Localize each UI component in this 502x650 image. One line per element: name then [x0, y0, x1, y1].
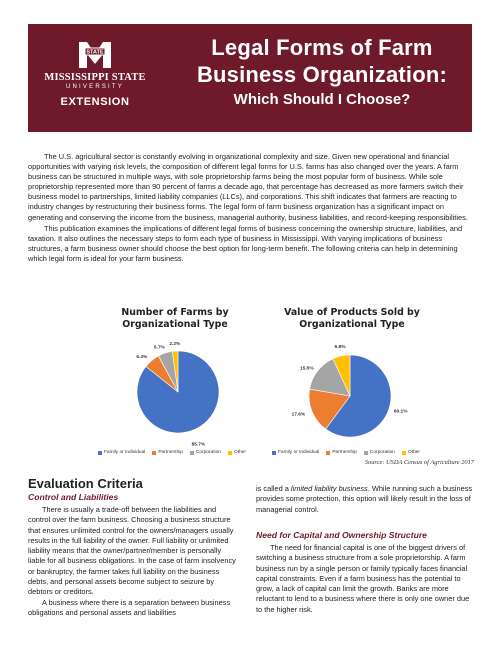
intro-paragraph-1: The U.S. agricultural sector is constantly evolving in organizational complexity and size. Given new operational and financial opportunities with varying risk levels, the composition of different legal forms for U.S. farms has also changed over the years. A farm business can be structured in multiple ways, with sole proprietorship farms being the most popular form of business. While sole proprietorship represented more than 90 percent of farms a decade ago, that percentage has decreased as more farmers switch their business model to partnerships, limited liability companies (LLCs), and corporations. This shift indicates that farmers are reacting to industry changes by restructuring their business forms. The legal form of farm business organization has a significant impact on generating and conserving the income from the business, managerial authority, business liabilities, and record-keeping responsibilities.	[28, 152, 468, 222]
legend-item: Family or Individual	[278, 450, 320, 455]
right-column-top	[256, 484, 474, 515]
legend-swatch	[326, 451, 330, 455]
logo-extension: EXTENSION	[60, 96, 130, 108]
chart-title-products	[282, 307, 422, 331]
legend-item: Other	[407, 450, 420, 455]
chart-source: Source: USDA Census of Agriculture 2017	[364, 459, 474, 466]
pie-data-label: 5.7%	[153, 345, 165, 351]
right-paragraph-2: The need for financial capital is one of the biggest drivers of switching a business structure from a sole proprietorship. A farm business run by a single person or family typically faces financial capital constraints. Even if a farm business has the potential to grow, a lack of capital can limit the growth. Banks are more reluctant to lend to a business where there is only one owner due to the higher risk.	[256, 543, 470, 614]
title-line-3: Which Should I Choose?	[233, 91, 411, 108]
chart-title-farms	[110, 307, 240, 331]
chart-title-line: Number of Farms by	[121, 307, 229, 318]
pie-data-label: 6.8%	[334, 345, 346, 351]
pie-data-label: 60.1%	[393, 409, 408, 415]
svg-text:STATE: STATE	[86, 49, 104, 56]
pie-chart-products	[288, 340, 414, 448]
left-column	[28, 505, 238, 618]
intro-text	[28, 152, 474, 265]
title-line-1: Legal Forms of Farm	[211, 35, 433, 60]
legend-swatch	[364, 451, 368, 455]
legend-item: Corporation	[195, 450, 221, 455]
legend-farms	[98, 450, 253, 456]
subheading-control: Control and Liabilities	[28, 492, 119, 502]
logo-university-name: MISSISSIPPI STATE	[44, 72, 146, 83]
subheading-capital: Need for Capital and Ownership Structure	[256, 530, 427, 540]
chart-title-line: Organizational Type	[299, 319, 405, 330]
right-paragraph-1: is called a limited liability business. While running such a business provides some protection, this option will likely result in the loss of managerial control.	[256, 484, 473, 514]
intro-paragraph-2: This publication examines the implications of different legal forms of business concerning the ownership structure, liabilities, and taxation. It also outlines the necessary steps to form each type of business in Mississippi. With varying implications of business structures, a farm business owner should choose the best option for long-term benefit. The following criteria can help in determining which legal form is ideal for your farm business.	[28, 223, 463, 263]
left-paragraph-2: A business where there is a separation between business obligations and personal assets and liabilities	[28, 597, 231, 617]
header-banner	[28, 24, 472, 132]
legend-item: Other	[233, 450, 246, 455]
legend-item: Partnership	[158, 450, 183, 455]
msu-m-icon	[78, 40, 112, 70]
legend-swatch	[228, 451, 232, 455]
legend-item: Family or Individual	[104, 450, 146, 455]
right-column-bottom	[256, 543, 474, 615]
page-title	[178, 34, 466, 111]
title-line-2: Business Organization:	[196, 62, 448, 87]
legend-products	[272, 450, 427, 456]
limited-liability-term: limited liability business	[290, 484, 368, 493]
section-heading: Evaluation Criteria	[28, 476, 143, 491]
legend-swatch	[152, 451, 156, 455]
legend-item: Partnership	[332, 450, 357, 455]
pie-data-label: 2.2%	[169, 342, 181, 348]
logo-university-subtitle: UNIVERSITY	[65, 84, 124, 90]
chart-title-line: Organizational Type	[122, 319, 228, 330]
chart-title-line: Value of Products Sold by	[284, 307, 420, 318]
legend-swatch	[98, 451, 102, 455]
pie-data-label: 15.5%	[299, 366, 314, 372]
legend-swatch	[272, 451, 276, 455]
pie-data-label: 6.4%	[136, 355, 148, 360]
legend-item: Corporation	[369, 450, 395, 455]
pie-data-label: 85.7%	[191, 442, 206, 448]
left-paragraph-1: There is usually a trade-off between the liabilities and control over the farm business. Choosing a business structure that ensures unlimited control for the owners/managers usually results in the full liability of the owner. Full liability or unlimited liability means that the owner/partner/member is personally liable for all business obligations. In the case of farm insolvency or bankruptcy, the farmer takes full liability on the business debts, and personal assets become subject to seizure by debtors or creditors.	[28, 505, 236, 597]
pie-data-label: 17.6%	[291, 412, 306, 418]
msu-extension-logo	[34, 32, 156, 126]
legend-swatch	[190, 451, 194, 455]
pie-chart-farms	[128, 340, 228, 448]
legend-swatch	[402, 451, 406, 455]
